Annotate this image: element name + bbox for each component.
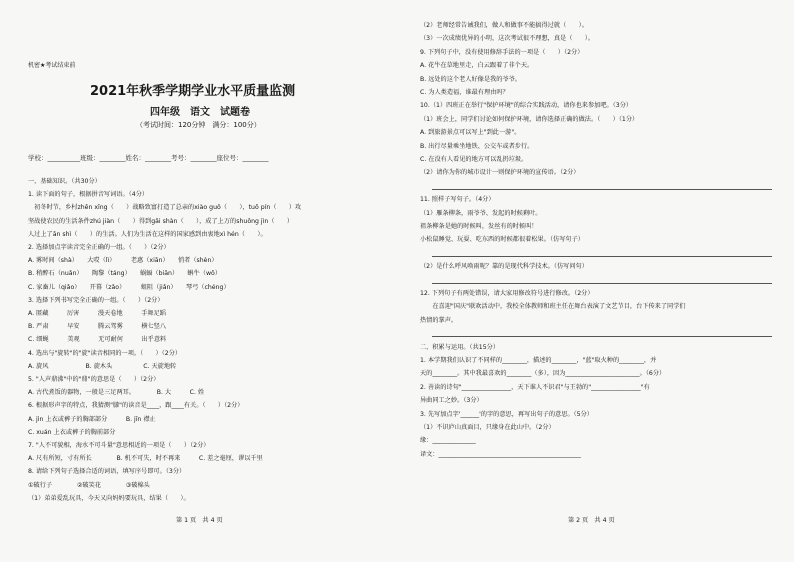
question-line: C. 为人类造福，谁最有理由吗？ <box>420 89 509 96</box>
question-line: A. 花牛在草地里走，白云跟着了非个天。 <box>420 62 534 70</box>
page-footer-right: 第 2 页 共 4 页 <box>568 517 615 524</box>
question-line: B. 严肃 早安 腾云驾雾 横七竖八 <box>28 323 167 331</box>
question-line: 1. 读下面的句子，根据拼音写词语。（4分） <box>28 191 149 199</box>
answer-line[interactable] <box>432 189 772 190</box>
question-line: （2）请你为你的城市设计一则保护环境的宣传语。（2分） <box>420 169 580 177</box>
question-line: 3. 选择下列书写完全正确的一组。（ ）（2分） <box>28 296 164 304</box>
question-line: A. 旋风 B. 旋木头 C. 天旋地转 <box>28 362 177 370</box>
confidential-mark: 机密★考试结束前 <box>28 62 76 69</box>
question-line: （2）是什么呼风唤雨呢？靠的是现代科学技术。（仿写问句） <box>420 263 588 271</box>
student-info-fields[interactable]: 学校：__________班级：________姓名：________考号：________座位号：________ <box>28 154 269 162</box>
question-line: 一、基础知识。（共30分） <box>28 178 101 185</box>
question-line: （1）雁条柳条，雨爷爷、发起的时候剩叶。 <box>420 209 542 217</box>
exam-info: （考试时间：120分钟 满分：100分） <box>136 121 261 129</box>
question-line: （1）弟弟爱乱玩具，今天又向妈妈要玩具，结果（ ）。 <box>28 494 190 502</box>
question-line: 2. 善读的诗句"________________，天下谁人不识君"与王勃的"________________"有 <box>420 383 650 391</box>
question-line: C. 家畜儿（qiǎo） 开幕（zǎo） 蛆阻（jiǎn） 琴弓（chéng） <box>28 283 230 291</box>
exam-title: 2021年秋季学期学业水平质量监测 <box>90 84 296 99</box>
page-left <box>28 20 398 545</box>
question-line: 4. 选出与"旋转"的"旋"读音相同的一项。（ ）（2分） <box>28 349 182 357</box>
question-line: C. 在没有人看见的地方可以乱扔垃圾。 <box>420 156 528 163</box>
question-line: 3. 先写加点字'______'的字的意思，再写出句子的意思。（5分） <box>420 410 593 418</box>
question-line: 10.（1）四班正在举行"保护环境"的综合实践活动，请你也来参加吧。（3分） <box>420 102 633 110</box>
question-line: 二、积累与运用。（共15分） <box>420 343 500 351</box>
question-line: A. 尺有所短，寸有所长 B. 机不可失，时不再来 C. 差之毫厘，谬以千里 <box>28 455 263 463</box>
question-line: 12. 下列句子有两处错误，请大家用修改符号进行修改。（2分） <box>420 290 594 297</box>
question-line: 1. 本学期我们认识了不同样的________，描述的________，"蓝"取火种的________，并 <box>420 357 657 364</box>
question-line: 9. 下列句子中，没有使用修辞手法的一项是（ ）（2分） <box>420 48 584 56</box>
question-line: C. xuán 上衣或裤子的胸前部分 <box>28 428 116 436</box>
question-line: 人过上了ān shì（ ）的生活。人们为生活在这样的国家感到由衷地xì hén（ ）。 <box>28 230 267 238</box>
question-line: 初冬时节，乡村zhēn xīng（ ）战略致富打造了总亲的xiào guǒ（ ），tuō pín（ ）攻 <box>28 204 302 212</box>
page-footer-left: 第 1 页 共 4 页 <box>176 517 223 524</box>
question-line: ①破行子 ②破笑花 ③破棉头 <box>28 481 150 489</box>
question-line: （1）班会上，同学们讨论如何保护环境，请你选择正确的做法。（ ）（1分） <box>420 115 639 123</box>
question-line: 缘：______________ <box>420 437 476 445</box>
question-line: 11. 照样子写句子。（4分） <box>420 196 495 204</box>
question-line: （1）不识庐山真面目，只缘身在此山中。（2分） <box>420 424 555 431</box>
answer-line[interactable] <box>432 283 772 284</box>
question-line: 小松鼠睡觉、玩耍、吃东西的时候都很着松果。（仿写句子） <box>420 236 584 244</box>
question-line: 5. "人声鼎沸"中的"鼎"的意思是（ ）（2分） <box>28 376 160 383</box>
question-line: （2）老师经常告诫我们，做人和做事不能搞得过就（ ）。 <box>420 22 588 29</box>
answer-line[interactable] <box>432 336 772 337</box>
question-line: 异曲同工之妙。（3分） <box>420 397 483 405</box>
question-line: （3）一次成绩优异的小明，这次考试很不理想，真是（ ）。 <box>420 35 595 43</box>
question-line: A. 匿藏 厉害 漫天卷地 手舞足蹈 <box>28 310 166 317</box>
question-line: 7. "人不可貌相，海水不可斗量"意思相近的一项是（ ）（2分） <box>28 442 210 449</box>
question-line: 祖条柳条是她的时候叫，发丝有的时候叫！ <box>420 223 538 230</box>
answer-line[interactable] <box>432 256 772 257</box>
question-line: A. 古代煮饭的器物，一般是三足两耳。 B. 大 C. 姓 <box>28 389 205 397</box>
question-line: B. 出行尽量乘坐地铁、公交车或者步行。 <box>420 142 534 150</box>
question-line: C. 细蝇 美观 无可耐何 出乎意料 <box>28 336 167 344</box>
question-line: 2. 选择加点字读音完全正确的一组。（ ）（2分） <box>28 244 170 251</box>
question-line: 译文：______________________________________________ <box>420 450 581 458</box>
question-line: A. 到旅游景点可以写上"到此一游"。 <box>420 129 521 137</box>
question-line: 天的________。其中我最喜欢的________（多），因为________________________。（6分） <box>420 370 666 378</box>
page-right <box>420 20 790 545</box>
question-line: B. 稍醉石（nuǎn） 陶黎（táng） 蜗蝠（biān） 蝌牛（wō） <box>28 270 222 278</box>
question-line: A. 雾时间（shà） 大哎（lì） 老惠（xiān） 悄者（shèn） <box>28 257 218 265</box>
question-line: 6. 根据形声字的特点，我猜测"膝"的读音是____，跟____有关。（ ）（2分） <box>28 402 244 410</box>
question-line: 在喜迎"国庆"联欢活动中，我校全体教师和班主任在舞台表演了文艺节目，台下传来了同学们 <box>420 303 686 311</box>
question-line: 8. 请给下列句子选择合适的词语，填写序号即可。（3分） <box>28 468 186 476</box>
question-line: 热情的掌声。 <box>420 316 458 324</box>
question-line: B. 远处的这个老人好像是我的爷爷。 <box>420 75 521 83</box>
question-line: A. jìn 上衣或裤子的胸部部分 B. jīn 襟止 <box>28 415 156 423</box>
exam-subtitle: 四年级 语文 试题卷 <box>150 107 250 118</box>
question-line: 坚战使农民的生活条件zhú jiàn（ ）得到gǎi shàn（ ），成了上万的shuǒng jìn（ ） <box>28 217 294 225</box>
